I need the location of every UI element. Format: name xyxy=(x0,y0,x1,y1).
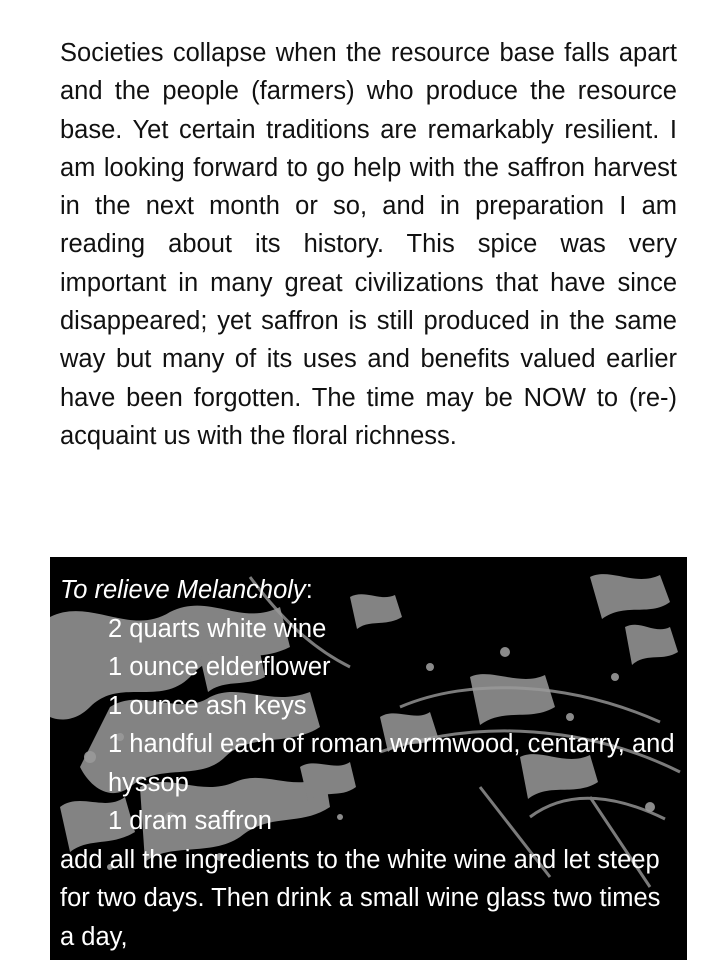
intro-paragraph: Societies collapse when the resource base falls apart and the people (farmers) who produce the resource base. Yet certain traditions are remarkably resilient. I am looking forward to go help with the saffron harvest in the next month or so, and in preparation I am reading about its history. This spice was very important in many great civilizations that have since disappeared; yet saffron is still produced in the same way but many of its uses and benefits valued earlier have been forgotten. The time may be NOW to (re-) acquaint us with the floral richness. xyxy=(60,39,677,450)
recipe-box xyxy=(50,557,687,960)
ingredient-item: 1 ounce ash keys xyxy=(108,691,307,720)
ingredient-item: 2 quarts white wine xyxy=(108,614,327,643)
ingredient-item: 1 dram saffron xyxy=(108,807,272,835)
recipe-title: To relieve Melancholy xyxy=(60,576,306,604)
recipe-instructions: add all the ingredients to the white wine and let steep for two days. Then drink a small wine glass two times a day, xyxy=(60,845,661,951)
ingredient-item: 1 ounce elderflower xyxy=(108,653,331,681)
ingredient-list xyxy=(60,610,680,841)
ingredient-item: 1 handful each of roman wormwood, centarry, and hyssop xyxy=(108,730,675,797)
recipe-heading xyxy=(60,571,680,610)
recipe-text xyxy=(60,571,680,956)
recipe-title-colon: : xyxy=(305,576,313,604)
